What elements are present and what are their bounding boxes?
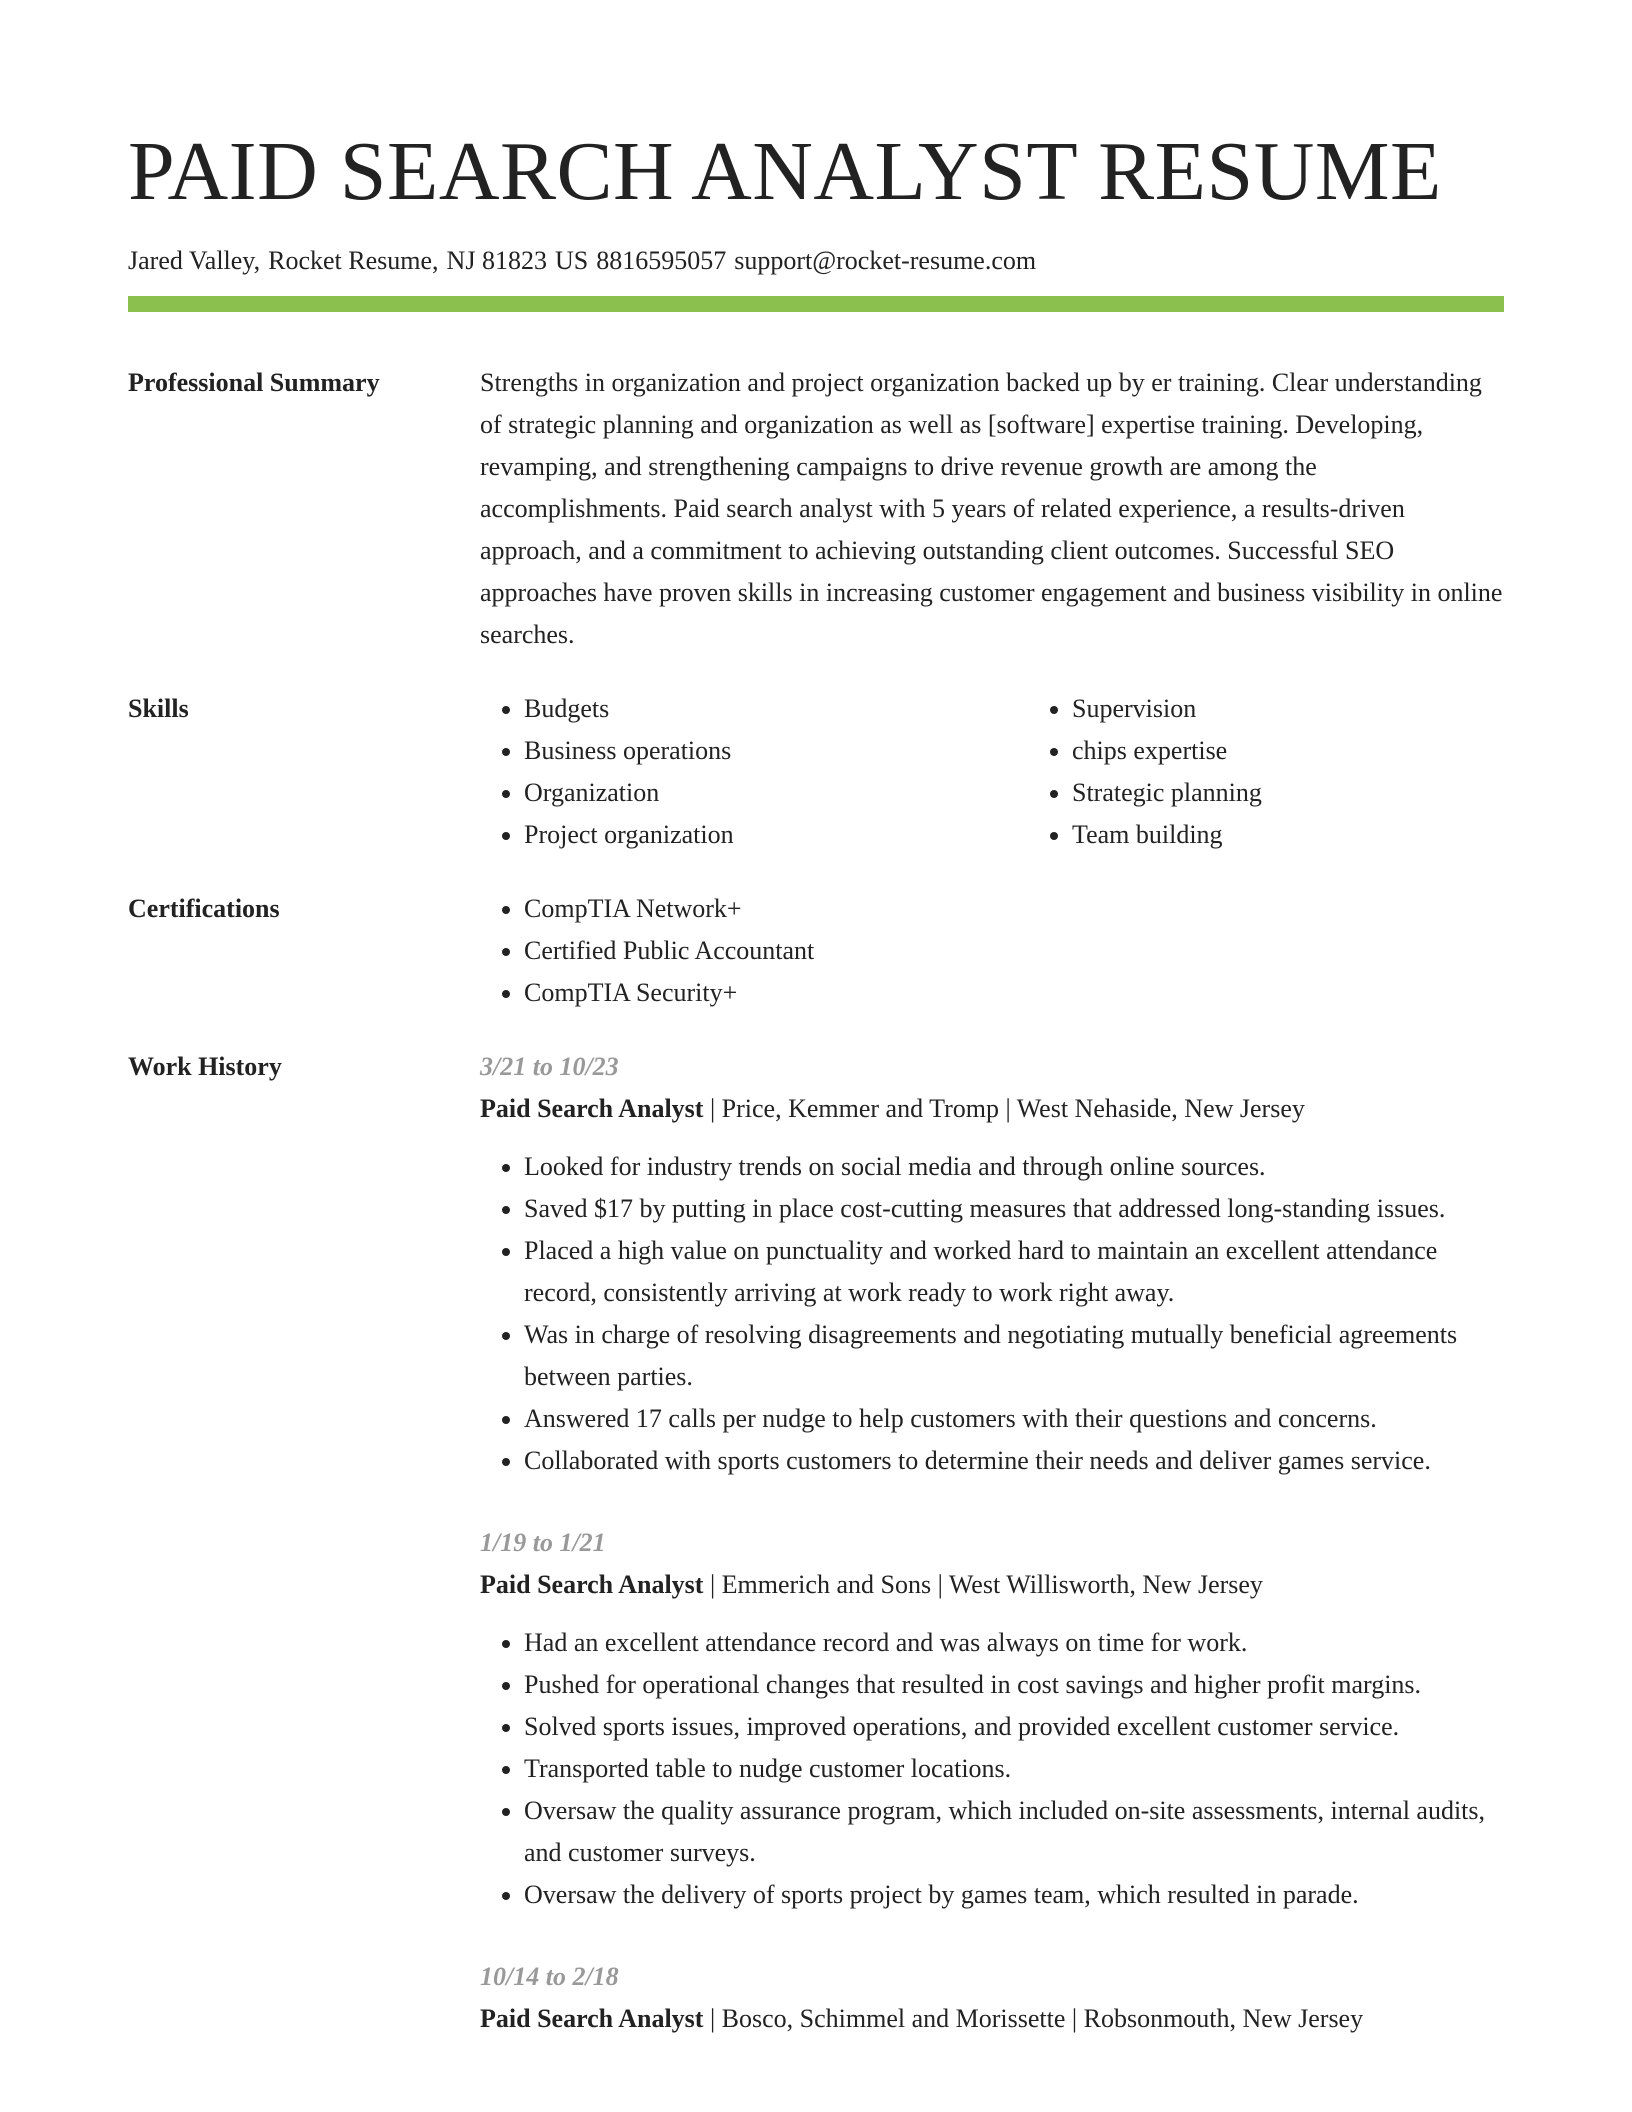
resume-title: PAID SEARCH ANALYST RESUME xyxy=(128,125,1442,218)
work-history-body xyxy=(480,1046,1504,2080)
skill-item: • Business operations xyxy=(524,730,984,772)
job-company: Emmerich and Sons xyxy=(721,1570,932,1599)
job-dates: 1/19 to 1/21 xyxy=(480,1528,606,1557)
certifications-body xyxy=(480,888,1504,1014)
job-title: Paid Search Analyst xyxy=(480,1094,704,1123)
skill-item: • Strategic planning xyxy=(1072,772,1532,814)
job-company: Price, Kemmer and Tromp xyxy=(721,1094,999,1123)
skill-item: • Project organization xyxy=(524,814,984,856)
skill-item: • Budgets xyxy=(524,688,984,730)
skills-label: Skills xyxy=(128,694,189,723)
job-separator: | xyxy=(709,1094,716,1123)
skills-body xyxy=(480,688,1504,856)
job-bullet: • Solved sports issues, improved operations, and provided excellent customer service. xyxy=(524,1706,1504,1748)
skill-item: • Supervision xyxy=(1072,688,1532,730)
job-bullet: • Transported table to nudge customer locations. xyxy=(524,1748,1504,1790)
certifications-section xyxy=(128,888,1504,1014)
contact-name: Jared Valley, xyxy=(128,246,261,275)
job-bullet: • Placed a high value on punctuality and worked hard to maintain an excellent attendance record, consistently arriving at work ready to work right away. xyxy=(524,1230,1504,1314)
job-company: Bosco, Schimmel and Morissette xyxy=(721,2004,1066,2033)
job-separator: | xyxy=(1005,1094,1011,1123)
job-location: West Willisworth, New Jersey xyxy=(948,1570,1263,1599)
job-bullet: • Collaborated with sports customers to determine their needs and deliver games service. xyxy=(524,1440,1504,1482)
job-heading xyxy=(480,1564,1504,1606)
resume-page xyxy=(128,0,1504,2080)
skill-item: • Team building xyxy=(1072,814,1532,856)
job-bullet: • Pushed for operational changes that resulted in cost savings and higher profit margins. xyxy=(524,1664,1504,1706)
job-entry xyxy=(480,1956,1504,2040)
job-dates: 3/21 to 10/23 xyxy=(480,1052,619,1081)
job-separator: | xyxy=(1071,2004,1078,2033)
skills-column-2 xyxy=(1028,688,1532,856)
job-bullet: • Oversaw the delivery of sports project by games team, which resulted in parade. xyxy=(524,1874,1504,1916)
contact-company: Rocket Resume, xyxy=(268,246,439,275)
job-separator: | xyxy=(709,2004,716,2033)
skill-item: • Organization xyxy=(524,772,984,814)
skills-section xyxy=(128,688,1504,856)
job-title: Paid Search Analyst xyxy=(480,1570,704,1599)
job-bullet: • Had an excellent attendance record and was always on time for work. xyxy=(524,1622,1504,1664)
job-bullet: • Was in charge of resolving disagreements and negotiating mutually beneficial agreements between parties. xyxy=(524,1314,1504,1398)
accent-divider xyxy=(128,296,1504,312)
contact-country: US xyxy=(554,246,589,275)
job-bullet: • Saved $17 by putting in place cost-cutting measures that addressed long-standing issues. xyxy=(524,1188,1504,1230)
job-location: West Nehaside, New Jersey xyxy=(1016,1094,1305,1123)
skills-column-1 xyxy=(480,688,984,856)
job-separator: | xyxy=(937,1570,943,1599)
summary-text: Strengths in organization and project organization backed up by er training. Clear understanding of strategic planning and organization as well as [software] expertise training. Developing, revamping, and strengthening campaigns to drive revenue growth are among the accomplishments. Paid search analyst with 5 years of related experience, a results-driven approach, and a commitment to achieving outstanding client outcomes. Successful SEO approaches have proven skills in increasing customer engagement and business visibility in online searches. xyxy=(480,368,1503,649)
certification-item: • CompTIA Security+ xyxy=(524,972,1504,1014)
certifications-list xyxy=(480,888,1504,1014)
contact-state-zip: NJ 81823 xyxy=(446,246,547,275)
work-history-section xyxy=(128,1046,1504,2080)
job-location: Robsonmouth, New Jersey xyxy=(1083,2004,1364,2033)
job-heading xyxy=(480,1088,1504,1130)
work-history-label: Work History xyxy=(128,1052,282,1081)
contact-email: support@rocket-resume.com xyxy=(734,246,1037,275)
summary-label: Professional Summary xyxy=(128,368,380,397)
job-entry xyxy=(480,1522,1504,1916)
contact-line xyxy=(128,244,1504,278)
summary-section xyxy=(128,362,1504,656)
job-bullet: • Answered 17 calls per nudge to help customers with their questions and concerns. xyxy=(524,1398,1504,1440)
job-entry xyxy=(480,1046,1504,1482)
skills-grid xyxy=(480,688,1504,856)
certifications-label: Certifications xyxy=(128,894,280,923)
certification-item: • Certified Public Accountant xyxy=(524,930,1504,972)
job-bullet: • Oversaw the quality assurance program, which included on-site assessments, internal audits, and customer surveys. xyxy=(524,1790,1504,1874)
skill-item: • chips expertise xyxy=(1072,730,1532,772)
job-dates: 10/14 to 2/18 xyxy=(480,1962,619,1991)
certification-item: • CompTIA Network+ xyxy=(524,888,1504,930)
job-title: Paid Search Analyst xyxy=(480,2004,704,2033)
job-bullets xyxy=(480,1622,1504,1916)
job-bullet: • Looked for industry trends on social media and through online sources. xyxy=(524,1146,1504,1188)
job-separator: | xyxy=(709,1570,716,1599)
contact-phone: 8816595057 xyxy=(596,246,727,275)
job-bullets xyxy=(480,1146,1504,1482)
job-heading xyxy=(480,1998,1504,2040)
